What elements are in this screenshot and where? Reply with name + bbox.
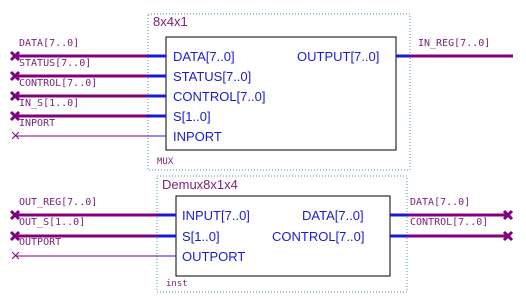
demux-port-outport: OUTPORT	[182, 249, 246, 264]
signal-label-status: STATUS[7..0]	[19, 58, 92, 69]
demux-title: Demux8x1x4	[162, 177, 238, 192]
mux-port-s: S[1..0]	[173, 109, 211, 124]
mux-block[interactable]	[148, 14, 410, 170]
demux-port-input: INPUT[7..0]	[182, 208, 250, 223]
demux-port-s: S[1..0]	[182, 229, 220, 244]
signal-label-data: DATA[7..0]	[19, 38, 80, 49]
demux-block[interactable]	[157, 176, 407, 292]
mux-output-wire	[410, 38, 513, 56]
signal-label-outport: OUTPORT	[19, 237, 62, 248]
mux-port-control: CONTROL[7..0]	[173, 89, 266, 104]
mux-input-wires	[11, 38, 148, 139]
demux-output-wires	[407, 197, 512, 240]
mux-port-inport: INPORT	[173, 129, 222, 144]
signal-label-in-s: IN_S[1..0]	[19, 98, 80, 109]
signal-label-out-s: OUT_S[1..0]	[19, 217, 86, 228]
demux-input-wires	[11, 197, 157, 259]
mux-port-status: STATUS[7..0]	[173, 69, 252, 84]
mux-port-data: DATA[7..0]	[173, 49, 235, 64]
mux-title: 8x4x1	[153, 14, 188, 29]
signal-label-in-reg: IN_REG[7..0]	[418, 38, 491, 49]
demux-instance-name: inst	[166, 279, 188, 289]
signal-label-control-out: CONTROL[7..0]	[410, 217, 489, 228]
demux-port-control: CONTROL[7..0]	[272, 229, 365, 244]
mux-port-output: OUTPUT[7..0]	[297, 49, 380, 64]
signal-label-inport: INPORT	[19, 118, 56, 129]
mux-instance-name: MUX	[157, 157, 174, 167]
signal-label-data-out: DATA[7..0]	[410, 197, 471, 208]
signal-label-control: CONTROL[7..0]	[19, 78, 98, 89]
signal-label-out-reg: OUT_REG[7..0]	[19, 197, 98, 208]
demux-port-data: DATA[7..0]	[302, 208, 364, 223]
